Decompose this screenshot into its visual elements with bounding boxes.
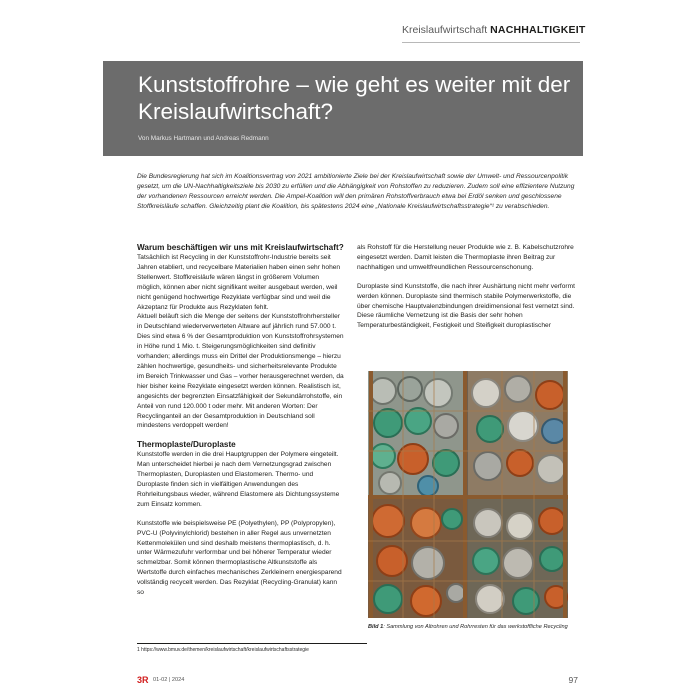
article-title: Kunststoffrohre – wie geht es weiter mit der Kreislaufwirtschaft? — [138, 72, 571, 124]
header-section: NACHHALTIGKEIT — [490, 24, 586, 36]
page-number: 97 — [568, 675, 578, 685]
magazine-logo: 3R — [137, 675, 149, 685]
article-lead: Die Bundesregierung hat sich im Koalitionsvertrag von 2021 ambitionierte Ziele bei der Kreislaufwirtschaft sowie der Umwelt- und Ressourcenpolitik gesetzt, um die UN-Nachhaltigkeitsziele bis 2030 zu erfüllen und die Abhängigkeit von Rohstoffen zu reduzieren. Zudem soll eine effizientere Nutzung der vorhandenen Ressourcen erreicht werden. Die Ampel-Koalition will den primären Rohstoffverbrauch etwa bei Erdöl senken und geschlossene Stoffkreisläufe schaffen. Gleichzeitig plant die Koalition, bis spätestens 2024 eine „Nationale Kreislaufwirtschaftsstrategie“¹ zu verabschieden. — [137, 173, 575, 210]
article-byline: Von Markus Hartmann und Andreas Redmann — [138, 135, 269, 142]
figure-label: Bild 1 — [368, 624, 384, 630]
text-column-left — [137, 243, 345, 598]
recycled-pipes-photo-image — [368, 371, 568, 618]
page-footer — [137, 675, 578, 689]
running-header — [402, 24, 586, 43]
paragraph: Tatsächlich ist Recycling in der Kunststoffrohr-Industrie bereits seit Jahren etabliert, und recycelbare Materialien haben einen sehr hohen Stellenwert. Stoffkreisläufe wären längst in größerem Volumen möglich, können aber nicht signifikant weiter ausgebaut werden, weil nicht genügend hochwertige Rezyklate verfügbar sind und weil die Akzeptanz für Produkte aus Rezyklaten fehlt. — [137, 254, 341, 311]
header-topic: Kreislaufwirtschaft — [402, 24, 488, 36]
footnote: 1 https://www.bmuv.de/themen/kreislaufwirtschaft/kreislaufwirtschaftsstrategie — [137, 643, 367, 653]
figure-caption — [368, 623, 578, 632]
paragraph: Aktuell beläuft sich die Menge der seitens der Kunststoffrohrhersteller in Deutschland wiederverwerteten Altware auf jährlich rund 57.000 t. Dies sind etwa 6 % der Gesamtproduktion von Kunststoffrohrsystemen in Höhe rund 1 Mio. t. Steigerungsmöglichkeiten sind definitiv vorhanden; allerdings muss ein Drittel der Produktionsmenge – hierzu zählen hochwertige, gesundheits- und sicherheitsrelevante Produkte im Bereich Trinkwasser und Gas – vorher herausgerechnet werden, da hier bisher keine Rezyklate eingesetzt werden können. Realistisch ist, angesichts der begrenzten Einsatzfähigkeit der Sekundärrohstoffe, ein Anteil von rund 120.000 t oder mehr. Mit anderen Worten: Der Recyclinganteil an der Gesamtproduktion in Deutschland soll mindestens verdoppelt werden! — [137, 313, 344, 430]
title-band — [103, 61, 583, 156]
paragraph: Kunststoffe wie beispielsweise PE (Polyethylen), PP (Polypropylen), PVC-U (Polyvinylchlorid) bestehen in aller Regel aus unvernetzten Kettenmolekülen und sind deshalb meistens thermoplastisch, d. h. unter Wärmezufuhr verformbar und bei höherer Temperatur wieder schmelzbar. Somit können thermoplastische Altkunststoffe als Wertstoffe durch einfaches mechanisches Zerkleinern energiesparend vollständig recycelt werden. Das Rezyklat (Recycling-Granulat) kann so — [137, 519, 342, 597]
paragraph: als Rohstoff für die Herstellung neuer Produkte wie z. B. Kabelschutzrohre eingesetzt werden. Damit leisten die Thermoplaste ihren Beitrag zur nachhaltigen und umweltfreundlichen Ressourcenschonung. — [357, 244, 574, 271]
figure-photo — [368, 371, 568, 618]
paragraph: Duroplaste sind Kunststoffe, die nach ihrer Aushärtung nicht mehr verformt werden können. Duroplaste sind thermisch stabile Polymerwerkstoffe, die über chemische Hauptvalenzbindungen dreidimensional fest vernetzt sind. Diese räumliche Vernetzung ist die Basis der sehr hohen Temperaturbeständigkeit, Festigkeit und Steifigkeit duroplastischer — [357, 282, 575, 330]
paragraph: Kunststoffe werden in die drei Hauptgruppen der Polymere eingeteilt. Man unterscheidet hierbei je nach dem Vernetzungsgrad zwischen Thermoplasten, Duroplasten und Elastomeren. Thermo- und Duroplaste finden sich in vielfältigen Anwendungen des Rohrleitungsbaus wieder, während Elastomere als Dichtungssysteme zum Einsatz kommen. — [137, 451, 340, 508]
issue-number: 01-02 | 2024 — [153, 676, 185, 683]
section-heading-thermoplaste: Thermoplaste/Duroplaste — [137, 440, 236, 450]
figure-caption-text: : Sammlung von Altrohren und Rohrresten für das werkstoffliche Recycling — [383, 624, 568, 630]
text-column-right — [357, 243, 578, 331]
section-heading-why: Warum beschäftigen wir uns mit Kreislaufwirtschaft? — [137, 243, 344, 252]
